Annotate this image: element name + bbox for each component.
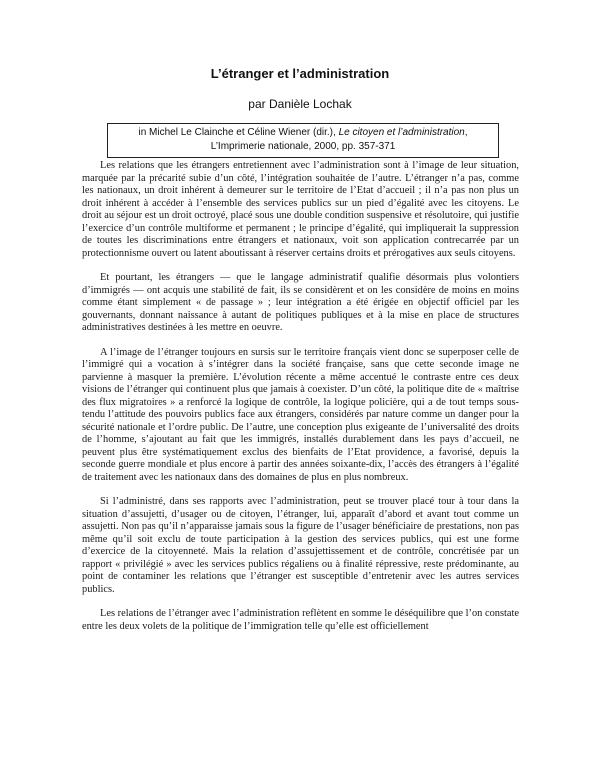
paragraph: Les relations de l’étranger avec l’administration reflètent en somme le déséquilibre que l’on constate entre les deux volets de la politique de l’immigration telle qu’elle est officiellement [82, 608, 519, 632]
citation-suffix: , L’Imprimerie nationale, 2000, pp. 357-371 [210, 127, 468, 152]
article-body [82, 160, 519, 645]
paragraph: A l’image de l’étranger toujours en sursis sur le territoire français vient donc se superposer celle de l’immigré qui a vocation à s’intégrer dans la société française, sans que cette seconde image ne parvienne à masquer la première. L’évolution récente a même accentué le contraste entre ces deux visions de l’étranger qui continuent plus que jamais à coexister. D’un côté, la politique dite de « maîtrise des flux migratoires » a renforcé la logique de contrôle, la logique policière, qui a de tout temps sous-tendu l’attitude des pouvoirs publics face aux étrangers, considérés par nature comme un danger pour la sécurité nationale et l’ordre public. De l’autre, une conception plus exigeante de l’universalité des droits de l’homme, s’ajoutant au fait que les immigrés, installés durablement dans les pays d’accueil, ne peuvent plus être systématiquement exclus des bienfaits de l’Etat providence, a favorisé, depuis la seconde guerre mondiale et plus encore à partir des années soixante-dix, l’accès des étrangers à l’égalité de traitement avec les nationaux dans des domaines de plus en plus nombreux. [82, 346, 519, 483]
document-author: par Danièle Lochak [248, 97, 352, 111]
paragraph: Si l’administré, dans ses rapports avec l’administration, peut se trouver placé tour à tour dans la situation d’assujetti, d’usager ou de citoyen, l’étranger, lui, apparaît d’abord et avant tout comme un assujetti. Non pas qu’il n’apparaisse jamais sous la figure de l’usager bénéficiaire de prestations, non pas même qu’il soit exclu de toute participation à la gestion des services publics, qui est une forme d’exercice de la citoyenneté. Mais la relation d’assujettissement et de contrôle, concrétisée par un rapport « privilégié » avec les services publics régaliens ou à finalité répressive, reste prédominante, au point de contaminer les relations que l’étranger est susceptible d’entretenir avec les autres services publics. [82, 496, 519, 595]
paragraph: Et pourtant, les étrangers — que le langage administratif qualifie désormais plus volontiers d’immigrés — ont acquis une stabilité de fait, ils se considèrent et on les considère de moins en moins comme étant simplement « de passage » ; leur intégration a été érigée en objectif officiel par les gouvernants, donnant naissance à autant de politiques publiques et à la mise en place de structures administratives destinées à les mettre en oeuvre. [82, 272, 519, 333]
citation-book-title: Le citoyen et l’administration [338, 127, 465, 138]
citation-prefix: in Michel Le Clainche et Céline Wiener (dir.), [138, 127, 336, 138]
document-title: L’étranger et l’administration [210, 66, 390, 81]
paragraph: Les relations que les étrangers entretiennent avec l’administration sont à l’image de leur situation, marquée par la précarité subie d’un côté, l’intégration souhaitée de l’autre. L’étranger n’a pas, comme les nationaux, un droit inhérent à demeurer sur le territoire de l’Etat d’accueil ; il n’a pas non plus un droit inhérent à accéder à l’ensemble des services publics sur un pied d’égalité avec les citoyens. Le droit au séjour est un droit octroyé, placé sous une double condition suspensive et résolutoire, qui justifie l’exercice d’un contrôle multiforme et permanent ; le principe d’égalité, qui impliquerait la suppression de toutes les discriminations entre étrangers et nationaux, voit son application contrecarrée par un protectionnisme ouvert ou latent aboutissant à réserver certains droits et prérogatives aux seuls citoyens. [82, 160, 519, 259]
citation-box [107, 123, 499, 158]
